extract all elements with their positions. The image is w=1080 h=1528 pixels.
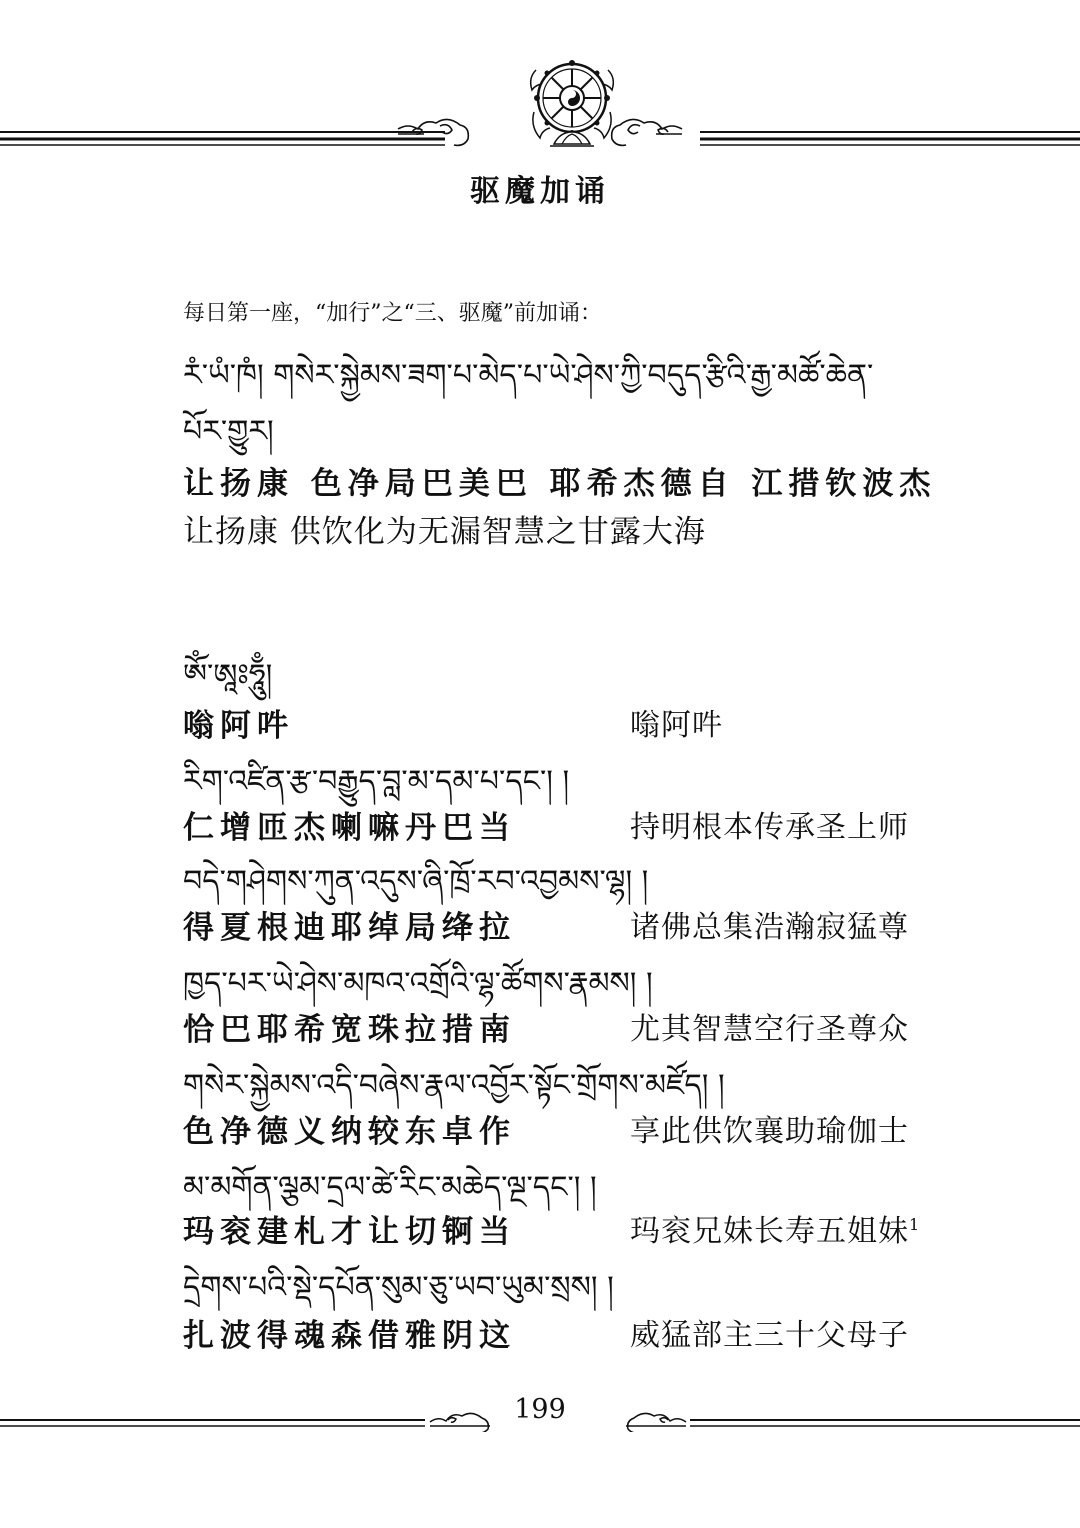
verse-translation-with-footnote [630,1206,920,1250]
verse-transliteration: 仁增匝杰喇嘛丹巴当 [183,810,516,846]
verse-translation: 享此供饮襄助瑜伽士 [630,1114,909,1149]
mantra-transliteration: 嗡阿吽 [183,708,294,744]
verse-transliteration: 色净德义纳较东卓作 [183,1114,516,1150]
verse-translation: 持明根本传承圣上师 [630,810,909,845]
mantra-translation: 嗡阿吽 [630,708,723,743]
intro-instruction: 每日第一座，“加行”之“三、驱魔”前加诵： [183,301,602,326]
verse-tibetan: བདེ་གཤེགས་ཀུན་འདུས་ཞི་ཁྲོ་རབ་འབྱམས་ལྷ། ། [183,864,649,899]
verse-tibetan: མ་མགོན་ལྕམ་དྲལ་ཚེ་རིང་མཆེད་ལྔ་དང་། ། [183,1170,597,1205]
verse-tibetan: དྲེགས་པའི་སྡེ་དཔོན་སུམ་ཅུ་ཡབ་ཡུམ་སྲས། ། [183,1270,614,1305]
offering-transliteration: 让扬康 色净局巴美巴 耶希杰德自 江措钦波杰 [183,466,937,502]
verse-tibetan: རིག་འཛིན་རྩ་བརྒྱུད་བླ་མ་དམ་པ་དང་། ། [183,764,570,799]
footnote-marker[interactable]: 1 [909,1215,921,1234]
verse-transliteration: 扎波得魂森借雅阴这 [183,1318,516,1354]
mantra-tibetan: ཨོཾ་ཨཱཿཧཱུྃ། [183,658,273,693]
dharma-wheel-icon [524,52,620,156]
page-number: 199 [514,1394,566,1425]
offering-tibetan-line-1: རཾ་ཡཾ་ཁཾ། གསེར་སྐྱེམས་ཟག་པ་མེད་པ་ཡེ་ཤེས་ཀྱི་བདུད་རྩིའི་རྒྱ་མཚོ་ཆེན་ [183,358,874,393]
verse-translation: 玛衮兄妹长寿五姐妹 [630,1214,909,1249]
verse-translation: 威猛部主三十父母子 [630,1318,909,1353]
verse-transliteration: 玛衮建札才让切锕当 [183,1214,516,1250]
verse-translation: 诸佛总集浩瀚寂猛尊 [630,910,909,945]
page-title: 驱魔加诵 [470,174,610,209]
verse-transliteration: 恰巴耶希宽珠拉措南 [183,1012,516,1048]
verse-tibetan: གསེར་སྐྱེམས་འདི་བཞེས་རྣལ་འབྱོར་སྟོང་གྲོགས་མཛོད། ། [183,1068,725,1103]
verse-transliteration: 得夏根迪耶绰局绛拉 [183,910,516,946]
verse-translation: 尤其智慧空行圣尊众 [630,1012,909,1047]
offering-translation: 让扬康 供饮化为无漏智慧之甘露大海 [183,514,706,550]
verse-tibetan: ཁྱད་པར་ཡེ་ཤེས་མཁའ་འགྲོའི་ལྷ་ཚོགས་རྣམས། ། [183,966,653,1001]
offering-tibetan-line-2: པོར་གྱུར། [183,414,274,449]
